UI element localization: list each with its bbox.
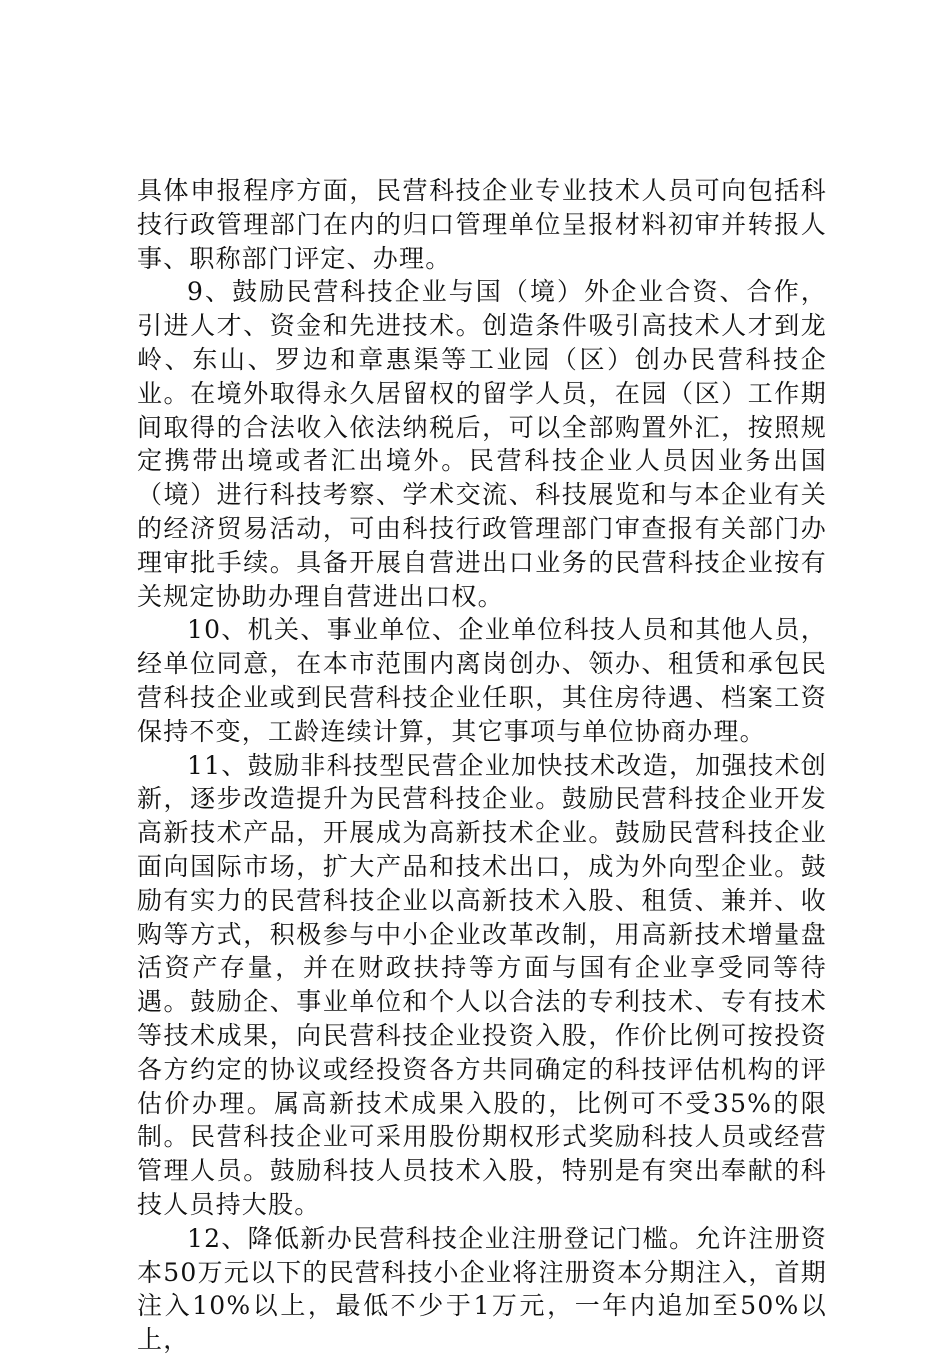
document-body [137, 174, 827, 1357]
paragraph-item-11: 11、鼓励非科技型民营企业加快技术改造，加强技术创新，逐步改造提升为民营科技企业。鼓励民营科技企业开发高新技术产品，开展成为高新技术企业。鼓励民营科技企业面向国际市场，扩大产品和技术出口，成为外向型企业。鼓励有实力的民营科技企业以高新技术入股、租赁、兼并、收购等方式，积极参与中小企业改革改制，用高新技术增量盘活资产存量，并在财政扶持等方面与国有企业享受同等待遇。鼓励企、事业单位和个人以合法的专利技术、专有技术等技术成果，向民营科技企业投资入股，作价比例可按投资各方约定的协议或经投资各方共同确定的科技评估机构的评估价办理。属高新技术成果入股的，比例可不受35%的限制。民营科技企业可采用股份期权形式奖励科技人员或经营管理人员。鼓励科技人员技术入股，特别是有突出奉献的科技人员持大股。 [137, 750, 827, 1219]
paragraph-item-9: 9、鼓励民营科技企业与国（境）外企业合资、合作，引进人才、资金和先进技术。创造条件吸引高技术人才到龙岭、东山、罗边和章惠渠等工业园（区）创办民营科技企业。在境外取得永久居留权的留学人员，在园（区）工作期间取得的合法收入依法纳税后，可以全部购置外汇，按照规定携带出境或者汇出境外。民营科技企业人员因业务出国（境）进行科技考察、学术交流、科技展览和与本企业有关的经济贸易活动，可由科技行政管理部门审查报有关部门办理审批手续。具备开展自营进出口业务的民营科技企业按有关规定协助办理自营进出口权。 [137, 277, 827, 611]
paragraph-item-12: 12、降低新办民营科技企业注册登记门槛。允许注册资本50万元以下的民营科技小企业将注册资本分期注入，首期注入10%以上，最低不少于1万元，一年内追加至50%以上， [137, 1223, 827, 1355]
paragraph-continuation: 具体申报程序方面，民营科技企业专业技术人员可向包括科技行政管理部门在内的归口管理单位呈报材料初审并转报人事、职称部门评定、办理。 [137, 176, 827, 273]
paragraph-item-10: 10、机关、事业单位、企业单位科技人员和其他人员，经单位同意，在本市范围内离岗创办、领办、租赁和承包民营科技企业或到民营科技企业任职，其住房待遇、档案工资保持不变，工龄连续计算，其它事项与单位协商办理。 [137, 615, 827, 746]
